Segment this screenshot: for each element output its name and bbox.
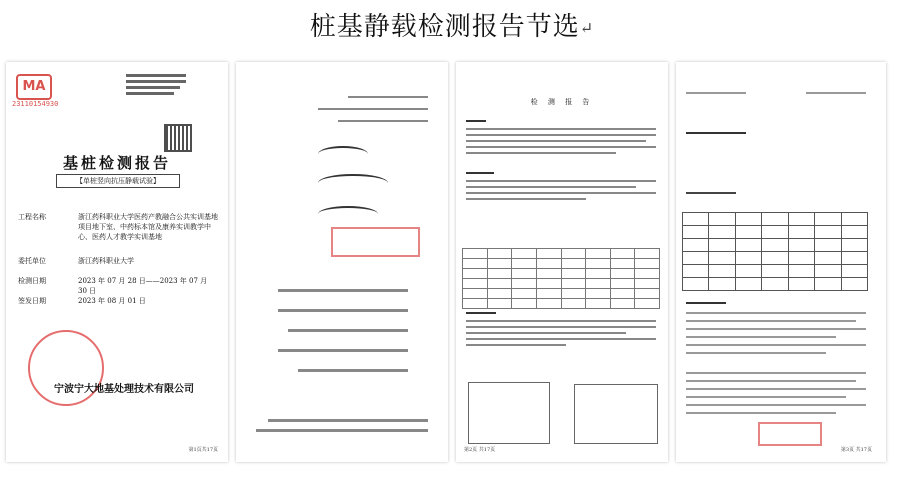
field-label: 工程名称 — [18, 213, 46, 221]
page-header: 检 测 报 告 — [530, 98, 594, 106]
text-line — [466, 332, 626, 334]
signature-page — [236, 62, 448, 462]
title-text: 桩基静载检测报告节选 — [309, 12, 580, 42]
page-title — [0, 6, 904, 43]
text-line — [686, 92, 746, 94]
text-line — [466, 152, 616, 154]
text-line — [686, 404, 866, 406]
field-value: 浙江药科职业大学医药产教融合公共实训基地项目地下室、中药标本馆及康养实训教学中心、医药人才教学实训基地 — [78, 213, 218, 241]
section-heading — [686, 302, 726, 304]
text-line — [466, 192, 656, 194]
company-name: 宁波宁大地基处理技术有限公司 — [54, 384, 194, 395]
text-line — [686, 412, 836, 414]
results-table — [682, 212, 868, 291]
text-line — [278, 309, 408, 312]
handwritten-signature — [318, 206, 378, 222]
text-line — [466, 186, 636, 188]
text-line — [466, 128, 656, 130]
cma-logo: MA — [16, 74, 52, 100]
field-project — [18, 212, 218, 252]
text-line — [268, 419, 428, 422]
report-cover-page — [6, 62, 228, 462]
section-heading — [466, 172, 494, 174]
pile-table — [462, 248, 660, 309]
section-heading — [466, 312, 496, 314]
test-setup-diagram — [468, 382, 550, 444]
field-value: 2023 年 07 月 28 日——2023 年 07 月 30 日 — [78, 277, 208, 295]
text-line — [466, 146, 656, 148]
page-number: 第1页共17页 — [188, 447, 218, 453]
handwritten-signature — [318, 174, 388, 192]
text-line — [466, 180, 656, 182]
report-title: 基桩检测报告 — [62, 154, 171, 172]
loading-frame-diagram — [574, 384, 658, 444]
text-line — [466, 140, 646, 142]
text-line — [686, 312, 866, 314]
field-label: 签发日期 — [18, 297, 46, 305]
text-line — [256, 429, 428, 432]
text-line — [298, 369, 408, 372]
text-line — [466, 320, 656, 322]
text-line — [466, 326, 656, 328]
text-line — [278, 289, 408, 292]
text-line — [686, 320, 856, 322]
page-number: 第2页 共17页 — [464, 447, 496, 453]
text-line — [686, 352, 826, 354]
report-meta — [126, 72, 186, 98]
text-line — [466, 134, 656, 136]
red-stamp — [758, 422, 822, 446]
mirrored-content — [236, 62, 448, 462]
field-value: 2023 年 08 月 01 日 — [78, 297, 146, 305]
text-line — [338, 120, 428, 122]
report-subtitle: 【单桩竖向抗压静载试验】 — [56, 174, 180, 188]
text-line — [288, 329, 408, 332]
text-line — [686, 344, 866, 346]
return-mark: ↵ — [579, 18, 595, 38]
text-line — [686, 328, 866, 330]
text-line — [806, 92, 866, 94]
field-value: 浙江药科职业大学 — [78, 257, 134, 265]
red-stamp — [331, 227, 420, 257]
field-label: 检测日期 — [18, 277, 46, 285]
text-line — [686, 388, 866, 390]
text-line — [686, 380, 856, 382]
text-line — [686, 336, 836, 338]
page-number: 第3页 共17页 — [840, 447, 872, 453]
section-heading — [686, 132, 746, 134]
cma-number: 23110154930 — [12, 100, 59, 108]
section-heading — [686, 192, 736, 194]
text-line — [466, 338, 656, 340]
handwritten-signature — [318, 146, 368, 162]
text-line — [686, 396, 846, 398]
field-label: 委托单位 — [18, 257, 46, 265]
text-line — [278, 349, 408, 352]
text-line — [318, 108, 428, 110]
text-line — [686, 372, 866, 374]
text-line — [466, 198, 586, 200]
text-line — [348, 96, 428, 98]
details-page — [456, 62, 668, 462]
qr-code — [164, 124, 192, 152]
text-line — [466, 344, 566, 346]
results-page — [676, 62, 886, 462]
section-heading — [466, 120, 486, 122]
